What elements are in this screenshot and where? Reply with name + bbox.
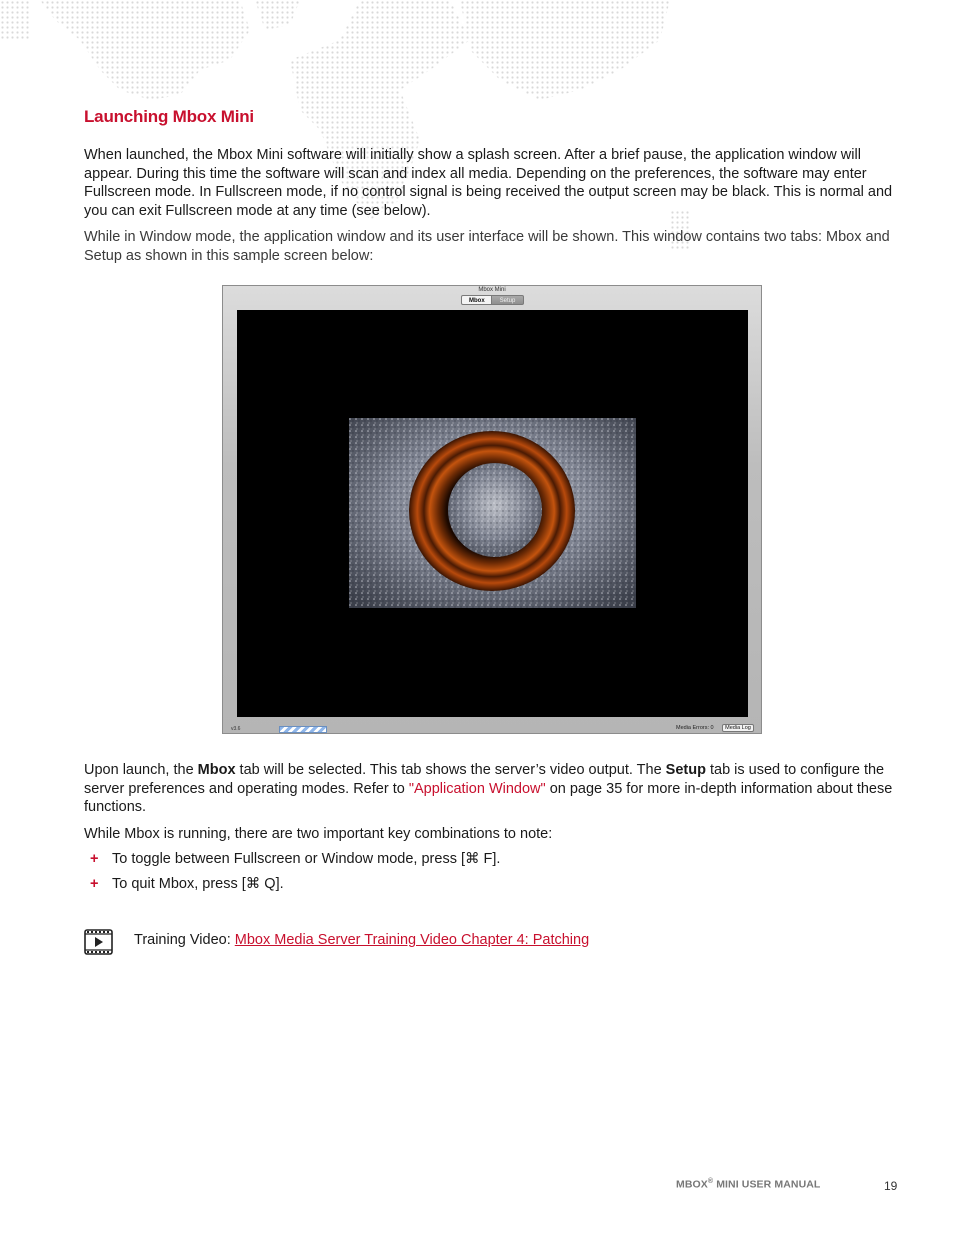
tab-bar xyxy=(461,295,524,305)
text-run: tab is used to configure the server preferences and operating modes. Refer to xyxy=(84,762,885,797)
key-combo-list xyxy=(90,850,500,900)
page-number: 19 xyxy=(884,1179,898,1193)
text-run: Upon launch, the xyxy=(84,762,198,778)
bullet-text: To toggle between Fullscreen or Window mode, press [⌘ F]. xyxy=(112,851,501,867)
footer-title-text: MINI USER MANUAL xyxy=(713,1178,821,1191)
text-run: tab will be selected. This tab shows the server’s video output. The xyxy=(235,762,666,778)
media-log-button[interactable]: Media Log xyxy=(722,724,754,732)
section-heading: Launching Mbox Mini xyxy=(84,107,254,126)
window-mode-paragraph: While in Window mode, the application window and its user interface will be shown. This window contains two tabs: Mbox and Setup as shown in this sample screen below: xyxy=(84,229,890,264)
bullet-text: To quit Mbox, press [⌘ Q]. xyxy=(112,875,284,892)
mbox-mini-screenshot xyxy=(222,285,762,734)
key-combos-intro: While Mbox is running, there are two important key combinations to note: xyxy=(84,826,553,842)
media-errors-label: Media Errors: 0 xyxy=(676,725,714,731)
version-label: v3.6 xyxy=(231,726,241,732)
training-video-link[interactable]: Mbox Media Server Training Video Chapter 4: Patching xyxy=(234,932,590,948)
list-item xyxy=(90,875,500,894)
list-item xyxy=(90,850,500,869)
video-output-area xyxy=(237,310,748,717)
registered-mark: ® xyxy=(707,1178,714,1185)
film-play-icon xyxy=(84,929,113,955)
bold-setup: Setup xyxy=(665,762,706,778)
window-title: Mbox Mini xyxy=(478,287,506,293)
bold-mbox: Mbox xyxy=(197,762,236,778)
video-preview-image xyxy=(349,418,636,608)
tab-setup[interactable]: Setup xyxy=(492,295,524,305)
intro-paragraph: When launched, the Mbox Mini software will initially show a splash screen. After a brief pause, the application window will appear. During this time the software will scan and index all media. Depending on the preferences, the software may enter Fullscreen mode. In Fullscreen mode, if no control signal is being received the output screen may be black. This is normal and you can exit Fullscreen mode at any time (see below). xyxy=(84,147,893,219)
tab-mbox[interactable]: Mbox xyxy=(461,295,492,305)
plus-icon: + xyxy=(90,875,99,892)
text-run: on page 35 for more in-depth information about these functions. xyxy=(84,780,893,816)
training-label: Training Video: xyxy=(134,932,235,948)
footer-manual-title xyxy=(676,1178,820,1191)
plus-icon: + xyxy=(90,851,99,867)
training-video-text xyxy=(134,932,589,948)
training-video-row xyxy=(84,929,884,955)
progress-bar xyxy=(279,726,327,733)
world-map-dot-background xyxy=(0,0,954,260)
application-window-link[interactable]: "Application Window" xyxy=(408,780,546,797)
launch-description-paragraph xyxy=(84,761,899,817)
footer-product: MBOX xyxy=(676,1178,708,1191)
